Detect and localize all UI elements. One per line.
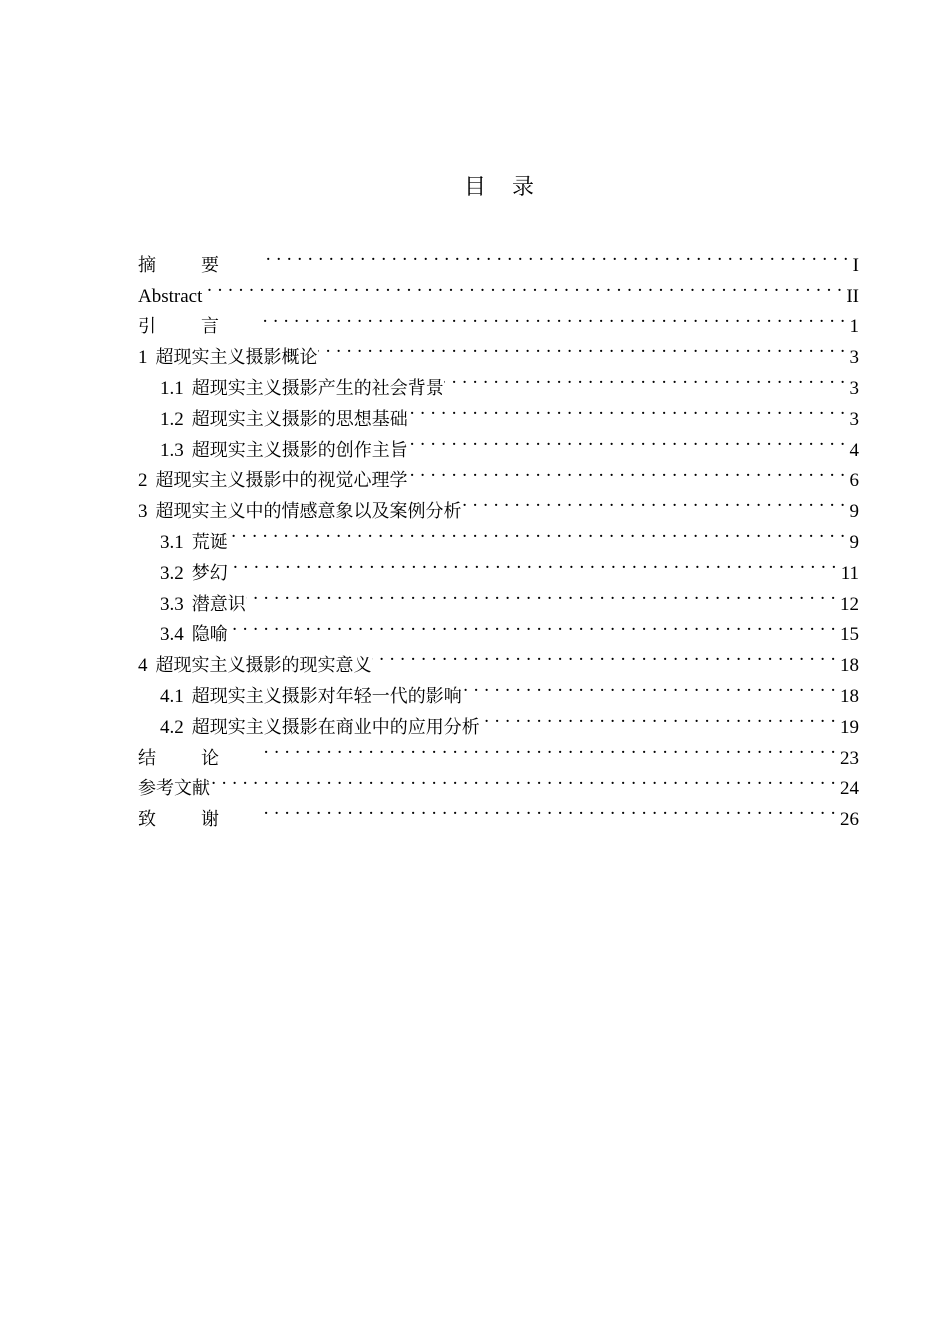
toc-entry-abstract-cn[interactable] [138,240,859,276]
toc-entry-references[interactable] [138,764,859,800]
dot-leader [264,794,838,825]
toc-entry-text: 超现实主义摄影概论 [155,347,318,369]
toc-entry-number: 3 [138,501,148,523]
dot-leader [462,486,848,517]
toc-entry-text: 摘要 [138,254,264,276]
toc-entry-text: 结论 [138,747,264,769]
toc-entry-introduction[interactable] [138,302,859,338]
toc-list [138,240,859,831]
toc-entry-abstract-en[interactable] [138,271,859,307]
toc-entry-number: 1.3 [160,439,184,461]
toc-entry-text: 超现实主义摄影产生的社会背景 [191,377,444,399]
dot-leader [408,456,848,487]
toc-entry-text: 潜意识 [191,593,246,615]
dot-leader [228,610,838,641]
toc-entry-section-3-1[interactable] [138,517,859,553]
toc-entry-page: 12 [840,593,859,615]
toc-title-first: 目 [463,175,486,200]
toc-entry-text: 梦幻 [191,562,228,584]
dot-leader [318,332,848,363]
toc-entry-number: 3.2 [160,562,184,584]
toc-entry-page: 4 [849,439,859,461]
dot-leader [264,302,848,333]
toc-title [0,168,950,208]
toc-entry-text: 超现实主义摄影对年轻一代的影响 [191,685,462,707]
dot-leader [444,363,848,394]
toc-entry-page: 1 [849,316,859,338]
toc-entry-page: 9 [849,501,859,523]
toc-entry-number: 1 [138,347,148,369]
dot-leader [210,764,838,795]
dot-leader [246,579,838,610]
toc-entry-page: 11 [840,562,859,584]
toc-entry-text: 荒诞 [191,531,228,553]
toc-entry-text: 超现实主义摄影中的视觉心理学 [155,470,408,492]
toc-entry-page: 19 [840,716,859,738]
toc-entry-text: 超现实主义摄影的现实意义 [155,655,372,677]
toc-entry-section-3-3[interactable] [138,579,859,615]
toc-entry-section-3-4[interactable] [138,610,859,646]
toc-entry-acknowledgements[interactable] [138,794,859,831]
dot-leader [408,425,848,456]
toc-entry-chapter-4[interactable] [138,640,859,677]
toc-entry-number: 2 [138,470,148,492]
toc-entry-number: 1.2 [160,408,184,430]
dot-leader [228,548,839,579]
toc-entry-number: 3.4 [160,624,184,646]
toc-entry-page: 18 [840,655,859,677]
toc-entry-number: 1.1 [160,377,184,399]
dot-leader [462,671,838,702]
toc-entry-number: 3.1 [160,531,184,553]
toc-entry-page: 18 [840,685,859,707]
toc-entry-page: 6 [849,470,859,492]
toc-entry-text: 超现实主义中的情感意象以及案例分析 [155,501,462,523]
dot-leader [408,394,848,425]
dot-leader [228,517,848,548]
dot-leader [202,271,844,302]
toc-entry-page: 26 [840,809,859,831]
dot-leader [372,640,839,671]
dot-leader [480,702,838,733]
toc-entry-page: 3 [849,347,859,369]
toc-entry-text: 隐喻 [191,624,228,646]
toc-entry-page: 23 [840,747,859,769]
toc-entry-text: 致谢 [138,809,264,831]
dot-leader [264,240,851,271]
toc-entry-page: II [846,285,859,307]
toc-entry-page: 15 [840,624,859,646]
toc-entry-text: 超现实主义摄影的创作主旨 [191,439,408,461]
toc-entry-page: 24 [840,778,859,800]
dot-leader [264,733,838,764]
toc-title-second: 录 [512,175,535,200]
toc-entry-text: 超现实主义摄影的思想基础 [191,408,408,430]
toc-entry-number: 4.1 [160,685,184,707]
toc-entry-page: 9 [849,531,859,553]
toc-entry-text: Abstract [138,285,203,307]
toc-entry-page: 3 [849,408,859,430]
toc-entry-text: 引言 [138,316,264,338]
toc-entry-number: 4 [138,655,148,677]
toc-entry-text: 参考文献 [138,778,210,800]
toc-entry-page: 3 [849,377,859,399]
toc-entry-section-3-2[interactable] [138,548,859,584]
toc-entry-number: 3.3 [160,593,184,615]
toc-entry-number: 4.2 [160,716,184,738]
toc-entry-page: I [852,254,859,276]
toc-entry-text: 超现实主义摄影在商业中的应用分析 [191,716,480,738]
